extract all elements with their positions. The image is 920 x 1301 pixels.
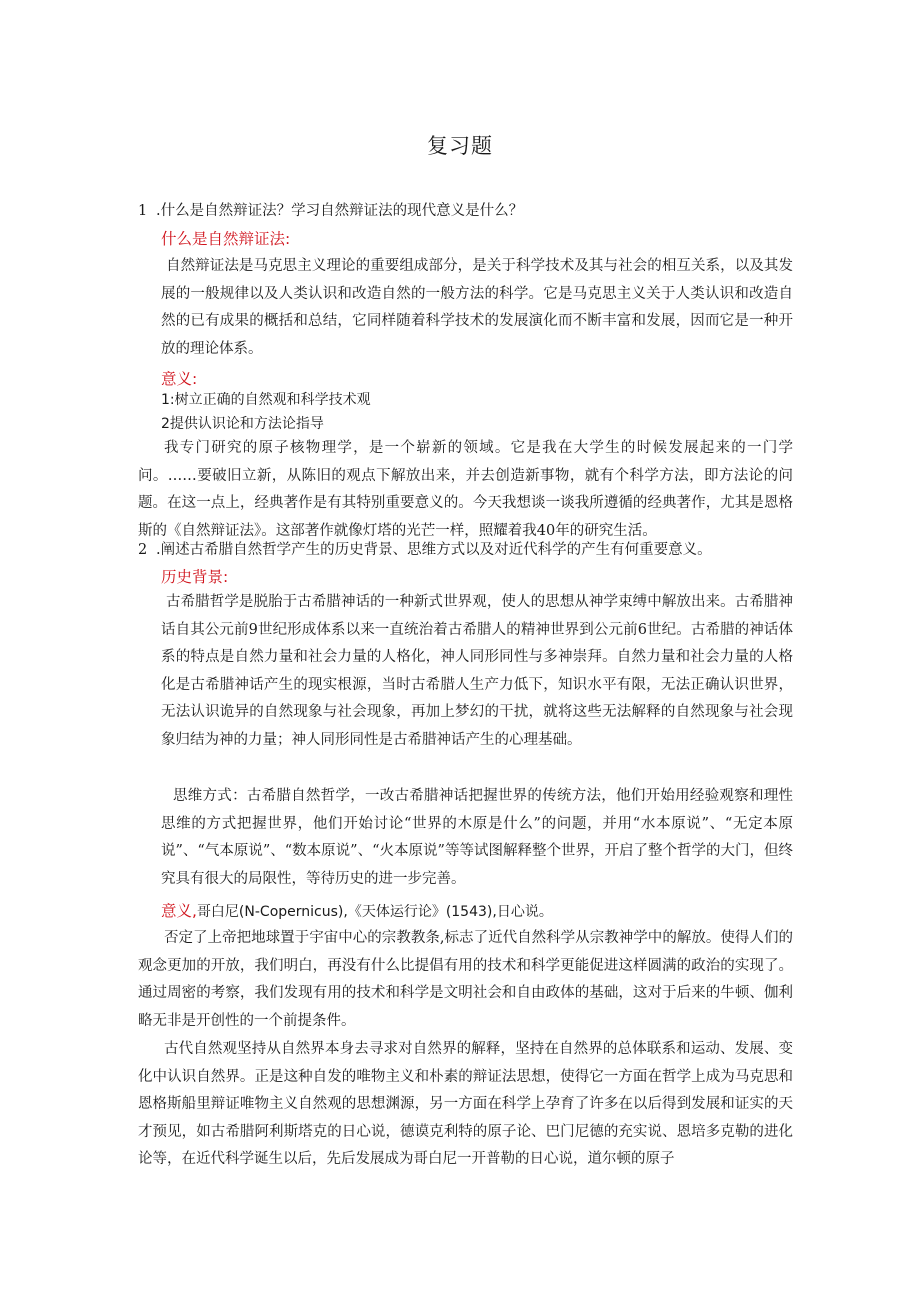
heading-what-is: 什么是自然辩证法:: [161, 230, 291, 248]
history-paragraph: 古希腊哲学是脱胎于古希腊神话的一种新式世界观，使人的思想从神学束缚中解放出来。古希腊神话自其公元前9世纪形成体系以来一直统治着古希腊人的精神世界到公元前6世纪。古希腊的神话体系的特点是自然力量和社会力量的人格化，神人同形同性与多神崇拜。自然力量和社会力量的人格化是古希腊神话产生的现实根源，当时古希腊人生产力低下，知识水平有限，无法正确认识世界，无法认识诡异的自然现象与社会现象，再加上梦幻的干扰，就将这些无法解释的自然现象与社会现象归结为神的力量；神人同形同性是古希腊神话产生的心理基础。: [161, 594, 793, 748]
heading-history: 历史背景:: [161, 568, 229, 586]
meaning-point-2: 2提供认识论和方法论指导: [161, 416, 324, 432]
heading-meaning-1: 意义:: [161, 370, 198, 388]
thinking-paragraph: 思维方式：古希腊自然哲学，一改古希腊神话把握世界的传统方法，他们开始用经验观察和理性思维的方式把握世界，他们开始讨论“世界的木原是什么”的问题，并用“水本原说”、“无定本原说”、“气本原说”、“数本原说”、“火本原说”等等试图解释整个世界，开启了整个哲学的大门，但终究具有很大的局限性，等待历史的进一步完善。: [161, 788, 793, 887]
question-1-number: 1: [138, 203, 148, 219]
question-1: [138, 201, 523, 221]
meaning-paragraph-1: 否定了上帝把地球置于宇宙中心的宗教教条,标志了近代自然科学从宗教神学中的解放。使得人们的观念更加的开放，我们明白，再没有什么比提倡有用的技术和科学更能促进这样圆满的政治的实现了。通过周密的考察，我们发现有用的技术和科学是文明社会和自由政体的基础，这对于后来的牛顿、伽利略无非是开创性的一个前提条件。: [138, 930, 793, 1029]
quote-paragraph: 我专门研究的原子核物理学，是一个崭新的领域。它是我在大学生的时候发展起来的一门学问。……要破旧立新，从陈旧的观点下解放出来，并去创造新事物，就有个科学方法，即方法论的问题。在这一点上，经典著作是有其特别重要意义的。今天我想谈一谈我所遵循的经典著作，尤其是恩格斯的《自然辩证法》。这部著作就像灯塔的光芒一样，照耀着我40年的研究生活。: [138, 440, 793, 539]
question-2-number: 2: [138, 542, 148, 558]
page-title: 复习题: [427, 134, 493, 158]
question-2-text: .阐述古希腊自然哲学产生的历史背景、思维方式以及对近代科学的产生有何重要意义。: [156, 542, 712, 558]
meaning-point-1: 1:树立正确的自然观和科学技术观: [161, 392, 371, 408]
question-1-text: .什么是自然辩证法？学习自然辩证法的现代意义是什么？: [156, 203, 524, 219]
meaning-line: [161, 901, 553, 922]
meaning-copernicus: 哥白尼(N-Copernicus),《天体运行论》(1543),日心说。: [196, 904, 553, 920]
question-2: [138, 540, 712, 560]
meaning-paragraph-2: 古代自然观坚持从自然界本身去寻求对自然界的解释，坚持在自然界的总体联系和运动、发展、变化中认识自然界。正是这种自发的唯物主义和朴素的辩证法思想，使得它一方面在哲学上成为马克思和恩格斯船里辩证唯物主义自然观的思想渊源，另一方面在科学上孕育了许多在以后得到发展和证实的天才预见，如古希腊阿利斯塔克的日心说，德谟克利特的原子论、巴门尼德的充实说、恩培多克勒的进化论等，在近代科学诞生以后，先后发展成为哥白尼一开普勒的日心说，道尔顿的原子: [138, 1041, 793, 1167]
definition-paragraph: 自然辩证法是马克思主义理论的重要组成部分，是关于科学技术及其与社会的相互关系，以及其发展的一般规律以及人类认识和改造自然的一般方法的科学。它是马克思主义关于人类认识和改造自然的已有成果的概括和总结，它同样随着科学技术的发展演化而不断丰富和发展，因而它是一种开放的理论体系。: [161, 258, 793, 357]
heading-meaning-2: 意义,: [161, 902, 197, 920]
